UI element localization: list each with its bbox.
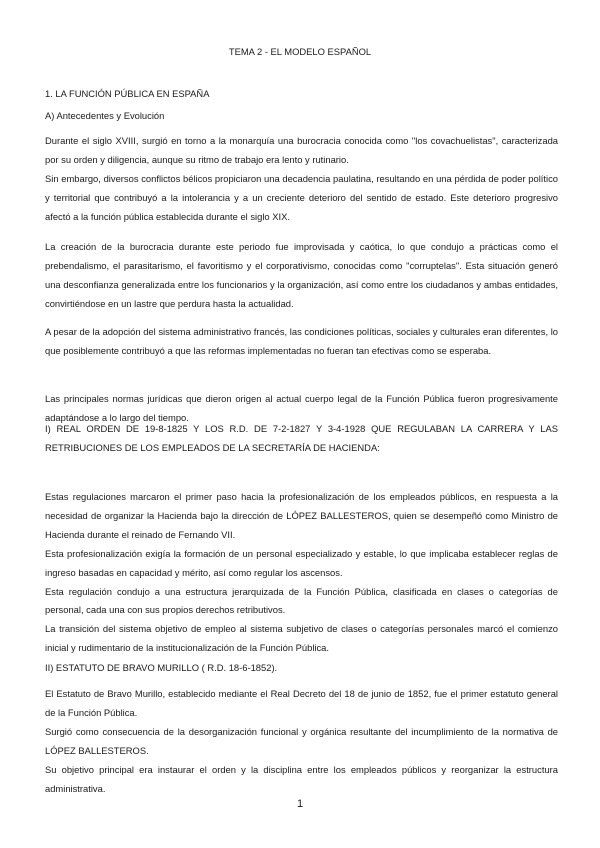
paragraph-normas-juridicas: Las principales normas jurídicas que dieron origen al actual cuerpo legal de la Función Pública fueron progresivamente adaptándose a lo largo del tiempo. [45, 393, 558, 423]
paragraph-burocracia: La creación de la burocracia durante este periodo fue improvisada y caótica, lo que condujo a prácticas como el prebendalismo, el parasitarismo, el favoritismo y el corporativismo, conocidas como "corruptelas". Esta situación generó una desconfianza generalizada entre los funcionarios y la organización, así como entre los ciudadanos y ambas entidades, convirtiéndose en un lastre que perdura hasta la actualidad. [45, 241, 558, 309]
section-ii-heading: II) ESTATUTO DE BRAVO MURILLO ( R.D. 18-6-1852). [45, 662, 278, 673]
section-1-subheading: A) Antecedentes y Evolución [45, 110, 165, 121]
section-i-body: Estas regulaciones marcaron el primer paso hacia la profesionalización de los empleados públicos, en respuesta a la necesidad de organizar la Hacienda bajo la dirección de LÓPEZ BALLESTEROS, quien se desempeñó como Ministro de Hacienda durante el reinado de Fernando VII. Esta profesionalización exigía la formación de un personal especializado y estable, lo que implicaba establecer reglas de ingreso basadas en capacidad y mérito, así como regular los ascensos. Esta regulación condujo a una estructura jerarquizada de la Función Pública, clasificada en clases o categorías de personal, cada una con sus propios derechos retributivos. La transición del sistema objetivo de empleo al sistema subjetivo de clases o categorías personales marcó el comienzo inicial y rudimentario de la institucionalización de la Función Pública. [45, 491, 558, 654]
section-1-heading: 1. LA FUNCIÓN PÚBLICA EN ESPAÑA [45, 88, 210, 99]
document-title: TEMA 2 - EL MODELO ESPAÑOL [228, 46, 372, 57]
section-ii-body: El Estatuto de Bravo Murillo, establecido mediante el Real Decreto del 18 de junio de 1852, fue el primer estatuto general de la Función Pública. Surgió como consecuencia de la desorganización funcional y orgánica resultante del incumplimiento de la normativa de LÓPEZ BALLESTEROS. Su objetivo principal era instaurar el orden y la disciplina entre los empleados públicos y reorganizar la estructura administrativa. [45, 688, 558, 794]
paragraph-sistema-frances: A pesar de la adopción del sistema administrativo francés, las condiciones políticas, sociales y culturales eran diferentes, lo que posiblemente contribuyó a que las reformas implementadas no fueran tan efectivas como se esperaba. [45, 326, 558, 356]
section-i-heading: I) REAL ORDEN DE 19-8-1825 Y LOS R.D. DE 7-2-1827 Y 3-4-1928 QUE REGULABAN LA CARRERA Y LAS RETRIBUCIONES DE LOS EMPLEADOS DE LA SECRETARÍA DE HACIENDA: [45, 423, 558, 453]
paragraph-covachuelistas: Durante el siglo XVIII, surgió en torno a la monarquía una burocracia conocida como "los covachuelistas", caracterizada por su orden y diligencia, aunque su ritmo de trabajo era lento y rutinario. Sin embargo, diversos conflictos bélicos propiciaron una decadencia paulatina, resultando en una pérdida de poder político y territorial que contribuyó a la intolerancia y a un creciente deterioro del sentido de estado. Este deterioro progresivo afectó a la función pública establecida durante el siglo XIX. [45, 135, 558, 222]
page-number: 1 [296, 798, 304, 810]
